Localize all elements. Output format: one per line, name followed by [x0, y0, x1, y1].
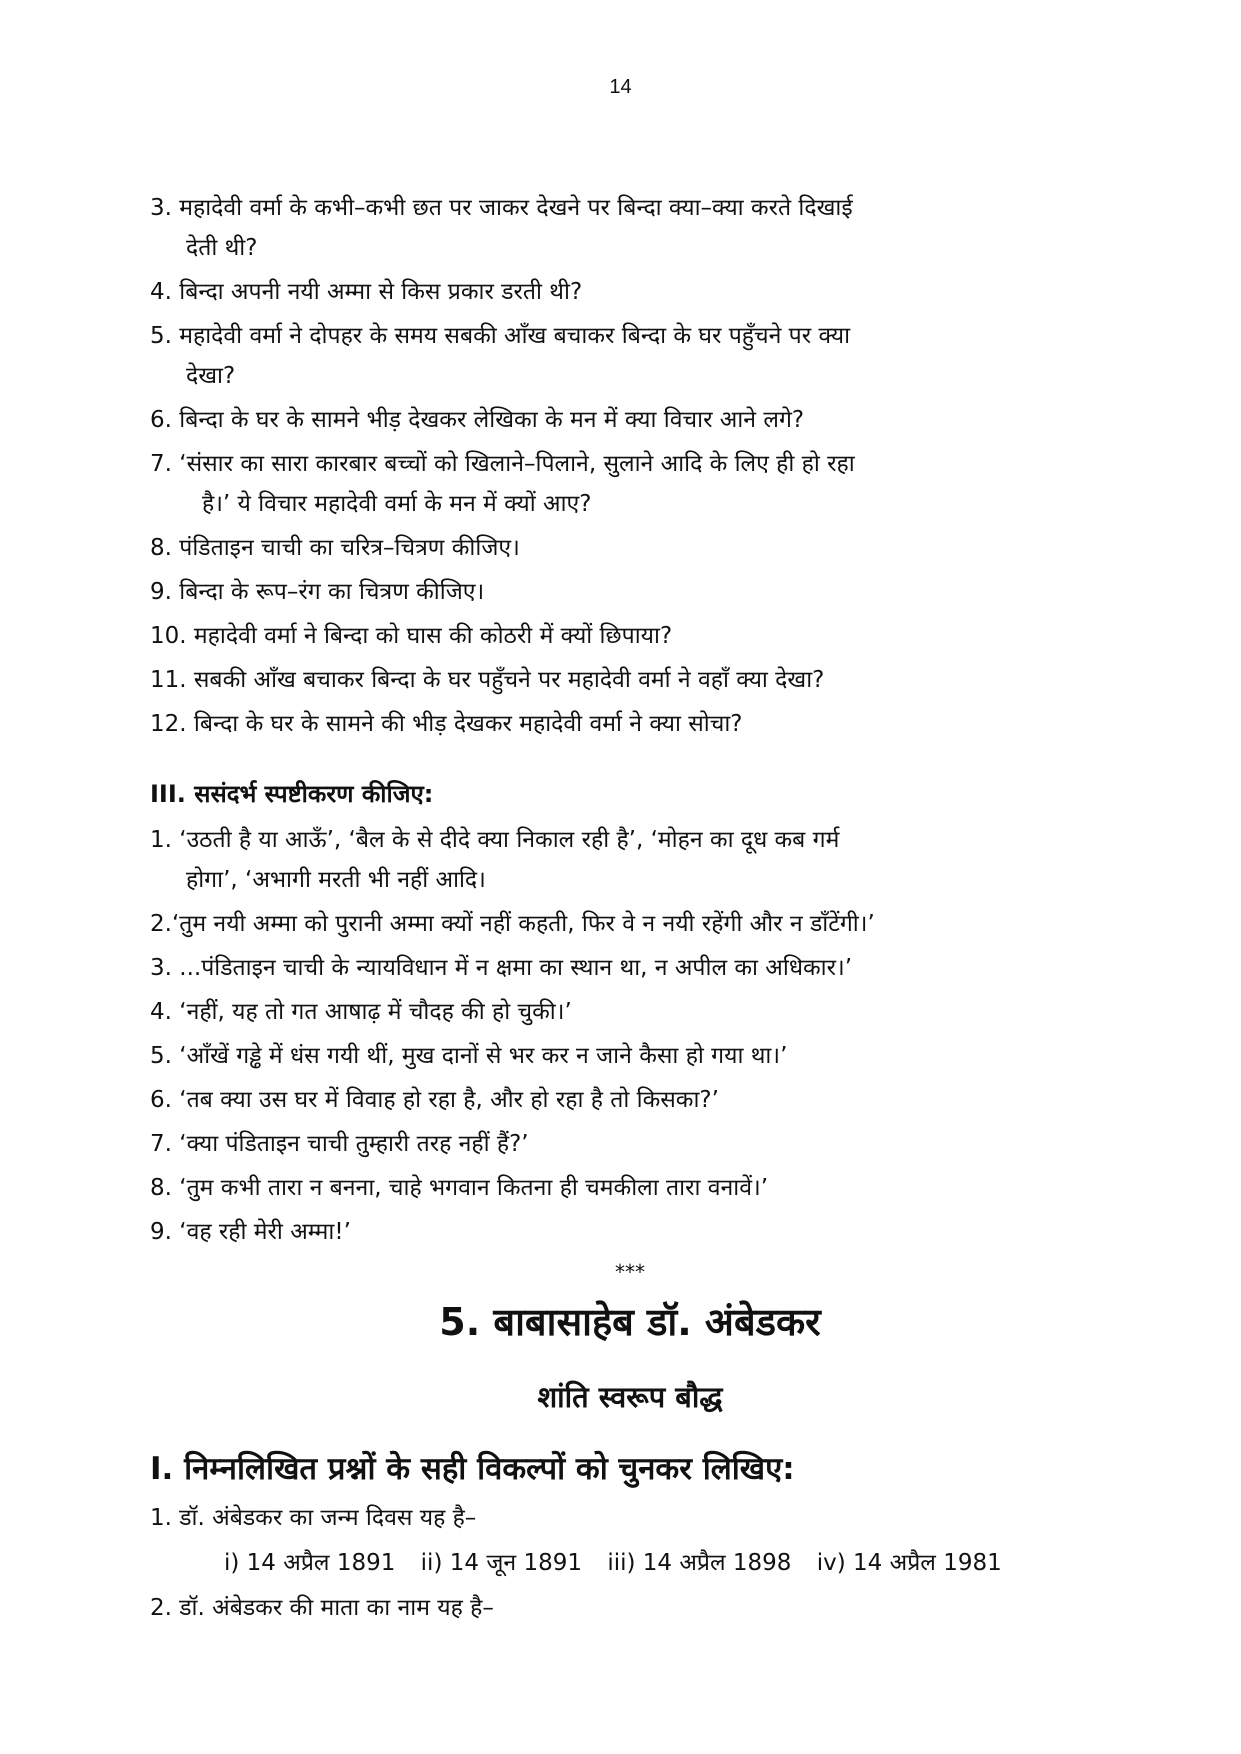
explanation-item: [150, 1036, 1110, 1076]
section-heading-mcq: I. निम्नलिखित प्रश्नों के सही विकल्पों को चुनकर लिखिए:: [150, 1451, 795, 1487]
mcq-option: iii) 14 अप्रैल 1898: [607, 1550, 792, 1576]
question-text: 3. महादेवी वर्मा के कभी–कभी छत पर जाकर देखने पर बिन्दा क्या–क्या करते दिखाई: [150, 195, 853, 221]
question-text: 11. सबकी आँख बचाकर बिन्दा के घर पहुँचने पर महादेवी वर्मा ने वहाँ क्या देखा?: [150, 667, 825, 693]
page-number: 14: [609, 76, 632, 98]
question-continuation: देखा?: [186, 363, 236, 389]
explanation-item: [150, 1168, 1110, 1208]
question-text: 9. बिन्दा के रूप–रंग का चित्रण कीजिए।: [150, 579, 485, 605]
question-item: [150, 400, 1110, 440]
explanation-text: 9. ‘वह रही मेरी अम्मा!’: [150, 1219, 351, 1245]
explanation-item: [150, 992, 1110, 1032]
question-item: [150, 188, 1110, 268]
question-item: [150, 660, 1110, 700]
question-continuation: देती थी?: [186, 235, 258, 261]
question-text: 10. महादेवी वर्मा ने बिन्दा को घास की कोठरी में क्यों छिपाया?: [150, 623, 673, 649]
explanation-item: [150, 1080, 1110, 1120]
section-heading-explanation: III. ससंदर्भ स्पष्टीकरण कीजिए:: [150, 780, 434, 808]
mcq-option: i) 14 अप्रैल 1891: [224, 1550, 396, 1576]
explanation-list: [150, 820, 1110, 1252]
explanation-text: 4. ‘नहीं, यह तो गत आषाढ़ में चौदह की हो चुकी।’: [150, 999, 572, 1025]
explanation-item: [150, 904, 1110, 944]
question-item: [150, 572, 1110, 612]
explanation-item: [150, 1124, 1110, 1164]
question-text: 5. महादेवी वर्मा ने दोपहर के समय सबकी आँख बचाकर बिन्दा के घर पहुँचने पर क्या: [150, 323, 851, 349]
question-text: 8. पंडिताइन चाची का चरित्र–चित्रण कीजिए।: [150, 535, 520, 561]
mcq-question: 2. डॉ. अंबेडकर की माता का नाम यह है–: [150, 1595, 494, 1621]
explanation-text: 2.‘तुम नयी अम्मा को पुरानी अम्मा क्यों नहीं कहती, फिर वे न नयी रहेंगी और न डाँटेंगी।’: [150, 911, 875, 937]
question-item: [150, 272, 1110, 312]
question-item: [150, 528, 1110, 568]
explanation-item: [150, 1212, 1110, 1252]
question-item: [150, 316, 1110, 396]
mcq-question: 1. डॉ. अंबेडकर का जन्म दिवस यह है–: [150, 1505, 477, 1531]
section-separator: ***: [615, 1260, 645, 1284]
question-item: [150, 616, 1110, 656]
question-continuation: है।’ ये विचार महादेवी वर्मा के मन में क्यों आए?: [202, 491, 592, 517]
mcq-options: [150, 1542, 1110, 1584]
explanation-item: [150, 948, 1110, 988]
page-content: [150, 188, 1110, 1632]
mcq-option: ii) 14 जून 1891: [420, 1550, 582, 1576]
explanation-text: 1. ‘उठती है या आऊँ’, ‘बैल के से दीदे क्या निकाल रही है’, ‘मोहन का दूध कब गर्म: [150, 827, 840, 853]
explanation-text: 7. ‘क्या पंडिताइन चाची तुम्हारी तरह नहीं हैं?’: [150, 1131, 529, 1157]
mcq-option: iv) 14 अप्रैल 1981: [816, 1550, 1002, 1576]
explanation-text: 8. ‘तुम कभी तारा न बनना, चाहे भगवान कितना ही चमकीला तारा वनावें।’: [150, 1175, 769, 1201]
explanation-text: 3. ...पंडिताइन चाची के न्यायविधान में न क्षमा का स्थान था, न अपील का अधिकार।’: [150, 955, 853, 981]
explanation-text: 5. ‘आँखें गड्ढे में धंस गयी थीं, मुख दानों से भर कर न जाने कैसा हो गया था।’: [150, 1043, 788, 1069]
explanation-text: 6. ‘तब क्या उस घर में विवाह हो रहा है, और हो रहा है तो किसका?’: [150, 1087, 719, 1113]
question-list: [150, 188, 1110, 744]
chapter-author: शांति स्वरूप बौद्ध: [537, 1380, 723, 1414]
explanation-item: [150, 820, 1110, 900]
question-text: 12. बिन्दा के घर के सामने की भीड़ देखकर महादेवी वर्मा ने क्या सोचा?: [150, 711, 743, 737]
chapter-title: 5. बाबासाहेब डॉ. अंबेडकर: [439, 1300, 821, 1344]
question-text: 7. ‘संसार का सारा कारबार बच्चों को खिलाने–पिलाने, सुलाने आदि के लिए ही हो रहा: [150, 451, 855, 477]
question-item: [150, 444, 1110, 524]
explanation-continuation: होगा’, ‘अभागी मरती भी नहीं आदि।: [186, 867, 486, 893]
question-item: [150, 704, 1110, 744]
question-text: 6. बिन्दा के घर के सामने भीड़ देखकर लेखिका के मन में क्या विचार आने लगे?: [150, 407, 805, 433]
question-text: 4. बिन्दा अपनी नयी अम्मा से किस प्रकार डरती थी?: [150, 279, 583, 305]
